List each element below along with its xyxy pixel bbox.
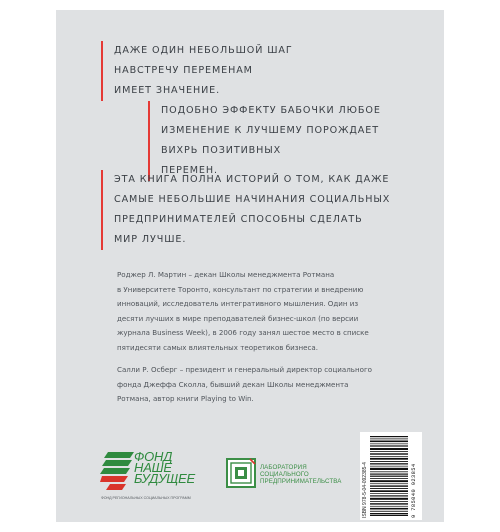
quote-line: ПОДОБНО ЭФФЕКТУ БАБОЧКИ ЛЮБОЕ bbox=[161, 105, 381, 116]
lab-name-line: СОЦИАЛЬНОГО bbox=[260, 471, 309, 478]
fund-name-line: НАШЕ bbox=[134, 460, 172, 475]
fund-stripes-icon bbox=[100, 446, 134, 498]
quote-3 bbox=[101, 170, 390, 250]
lab-logo bbox=[226, 458, 366, 498]
quote-line: ВИХРЬ ПОЗИТИВНЫХ bbox=[161, 145, 282, 156]
lab-name-line: ПРЕДПРИНИМАТЕЛЬСТВА bbox=[260, 478, 342, 485]
bio-line: Салли Р. Осберг – президент и генеральный директор социального bbox=[117, 365, 373, 374]
bio-line: Ротмана, автор книги Playing to Win. bbox=[117, 394, 254, 404]
quote-line: ДАЖЕ ОДИН НЕБОЛЬШОЙ ШАГ bbox=[114, 45, 293, 56]
bio-line: журнала Business Week), в 2006 году занял шестое место в списке bbox=[117, 328, 369, 338]
quote-line: САМЫЕ НЕБОЛЬШИЕ НАЧИНАНИЯ СОЦИАЛЬНЫХ bbox=[114, 194, 391, 205]
bio-line: в Университете Торонто, консультант по стратегии и внедрению bbox=[117, 284, 364, 294]
fund-name-line: БУДУЩЕЕ bbox=[134, 471, 196, 486]
lab-mark-icon bbox=[226, 458, 256, 488]
quote-line: ПРЕДПРИНИМАТЕЛЕЙ СПОСОБНЫ СДЕЛАТЬ bbox=[114, 214, 363, 225]
quote-line: ПЕРЕМЕН. bbox=[161, 165, 218, 176]
quote-1 bbox=[101, 41, 293, 101]
quote-line: МИР ЛУЧШЕ. bbox=[114, 234, 187, 245]
lab-name-line: ЛАБОРАТОРИЯ bbox=[260, 464, 307, 471]
fund-name-line: ФОНД bbox=[134, 449, 173, 464]
author-bio-osberg bbox=[117, 363, 372, 407]
author-bio-martin bbox=[117, 268, 369, 356]
quote-line: ИМЕЕТ ЗНАЧЕНИЕ. bbox=[114, 85, 221, 96]
bio-line: пятидесяти самых влиятельных теоретиков бизнеса. bbox=[117, 342, 318, 352]
bio-line: инноваций, исследователь интегративного мышления. Один из bbox=[117, 299, 359, 309]
barcode-area bbox=[360, 432, 422, 520]
bio-line: Роджер Л. Мартин – декан Школы менеджмента Ротмана bbox=[117, 270, 335, 279]
barcode-icon bbox=[370, 436, 408, 516]
bio-line: фонда Джеффа Сколла, бывший декан Школы менеджмента bbox=[117, 379, 349, 389]
quote-line: ИЗМЕНЕНИЕ К ЛУЧШЕМУ ПОРОЖДАЕТ bbox=[161, 125, 379, 136]
quote-line: НАВСТРЕЧУ ПЕРЕМЕНАМ bbox=[114, 65, 253, 76]
bio-line: десяти лучших в мире преподавателей бизнес-школ (по версии bbox=[117, 313, 359, 323]
fund-subline: ФОНД РЕГИОНАЛЬНЫХ СОЦИАЛЬНЫХ ПРОГРАММ bbox=[101, 496, 191, 500]
barcode-digits: 9 785040 923854 bbox=[411, 463, 417, 518]
quote-line: ЭТА КНИГА ПОЛНА ИСТОРИЙ О ТОМ, КАК ДАЖЕ bbox=[114, 174, 390, 185]
fund-logo bbox=[100, 446, 200, 502]
quote-2 bbox=[148, 101, 381, 181]
isbn-text: ISBN 978-5-04-092385-4 bbox=[362, 462, 368, 518]
